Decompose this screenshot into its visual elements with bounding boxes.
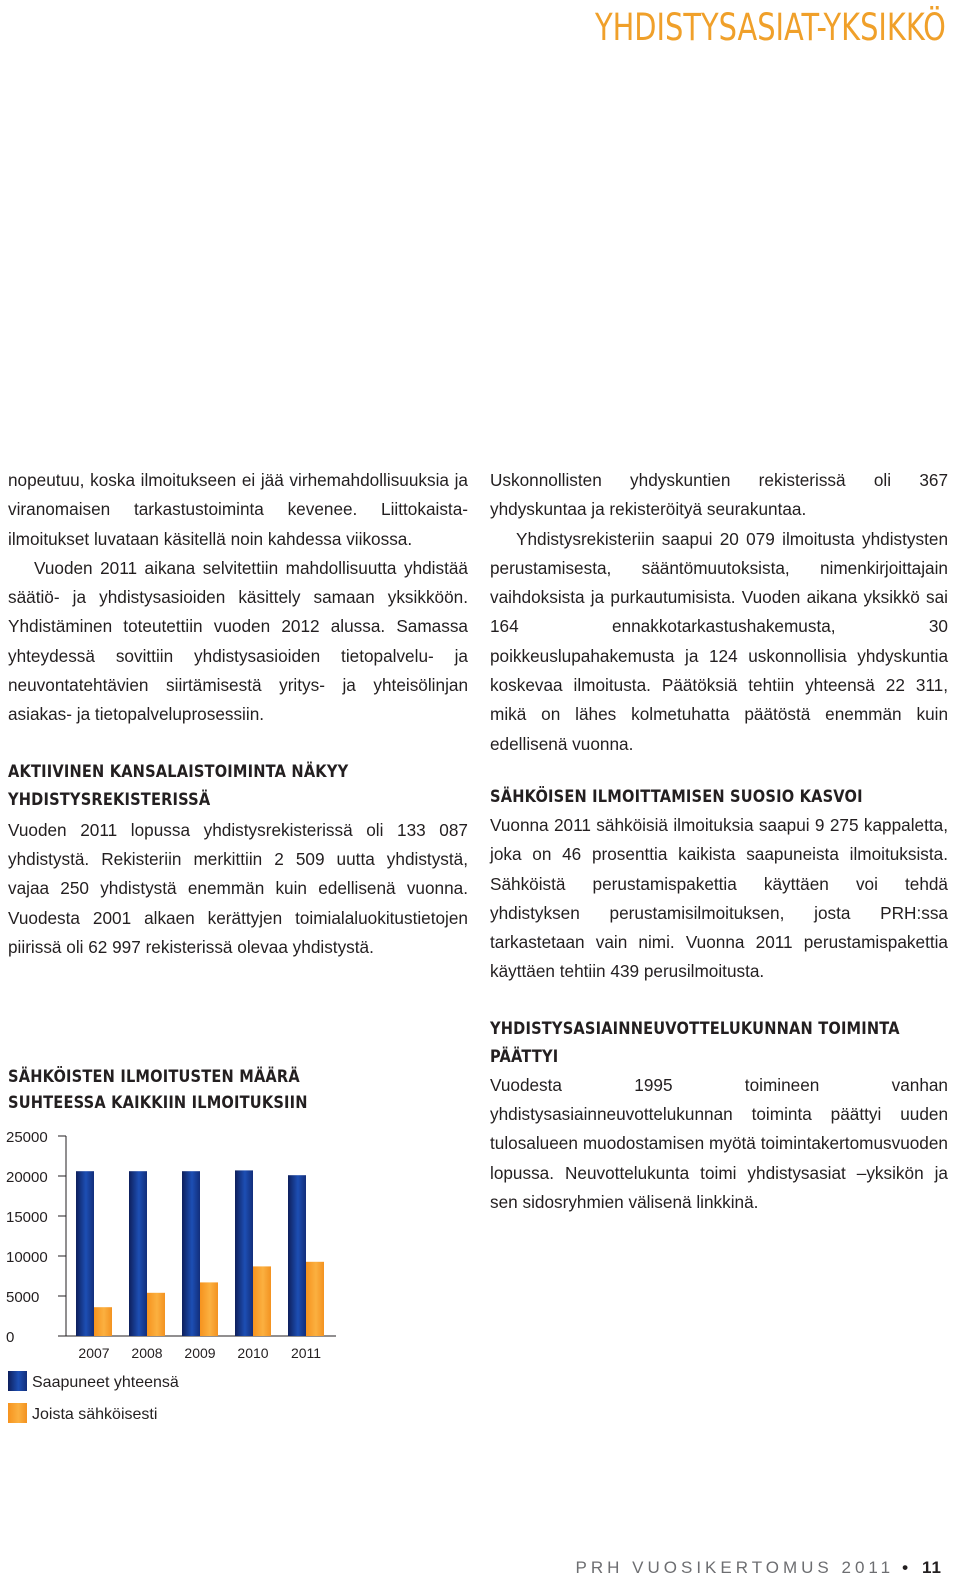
bar-saapuneet [129, 1171, 147, 1336]
page-footer [576, 1558, 942, 1578]
x-tick-label: 2007 [78, 1345, 110, 1361]
legend-swatch [8, 1403, 27, 1423]
y-tick-label: 0 [6, 1329, 15, 1346]
bar-sahkoisesti [200, 1282, 218, 1336]
section2-paragraph: Vuonna 2011 sähköisiä ilmoituksia saapui 9 275 kappaletta, joka on 46 prosenttia kaikista saapuneista ilmoituksista. Sähköistä perustamispakettia käyttäen voi tehdä yhdistyksen perustamisilmoituksen, josta PRH:ssa tarkastetaan vain nimi. Vuonna 2011 perustamispakettia käyttäen tehtiin 439 perusilmoitusta. [490, 814, 948, 982]
bar-saapuneet [288, 1175, 306, 1336]
y-tick-label: 15000 [6, 1209, 48, 1226]
x-tick-label: 2008 [131, 1345, 163, 1361]
y-tick-label: 20000 [6, 1169, 48, 1186]
section1-paragraph: Vuoden 2011 lopussa yhdistysrekisterissä oli 133 087 yhdistystä. Rekisteriin merkittiin 2 509 uutta yhdistystä, vajaa 250 yhdistystä enemmän kuin edellisenä vuonna. Vuodesta 2001 alkaen kerättyjen toimialaluokitustietojen piirissä oli 62 997 rekisterissä olevaa yhdistystä. [8, 819, 468, 957]
section-heading-aktiivinen: AKTIIVINEN KANSALAISTOIMINTA NÄKYY YHDISTYSREKISTERISSÄ [8, 761, 349, 810]
bar-saapuneet [182, 1171, 200, 1336]
left-intro-paragraph-1: nopeutuu, koska ilmoitukseen ei jää virhemahdollisuuksia ja viranomaisen tarkastustoiminta kevenee. Liittokaista- ilmoitukset luvataan käsitellä noin kahdessa viikossa. [8, 470, 468, 549]
bar-sahkoisesti [253, 1266, 271, 1336]
right-intro-paragraph-2: Yhdistysrekisteriin saapui 20 079 ilmoitusta yhdistysten perustamisesta, sääntömuutoksista, nimenkirjoittajain vaihdoksista ja purkautumisista. Vuoden aikana yksikkö sai 164 ennakkotarkastushakemusta, 30 poikkeuslupahakemusta ja 124 uskonnollisia yhdyskuntia koskevaa ilmoitusta. Päätöksiä tehtiin yhteensä 22 311, mikä on lähes kolmetuhatta päätöstä enemmän kuin edellisenä vuonna. [490, 528, 948, 754]
bar-sahkoisesti [147, 1293, 165, 1336]
x-tick-label: 2011 [290, 1345, 322, 1361]
section-heading-sahkoisen: SÄHKÖISEN ILMOITTAMISEN SUOSIO KASVOI [490, 786, 863, 807]
x-tick-label: 2009 [184, 1345, 216, 1361]
x-tick-label: 2010 [237, 1345, 269, 1361]
bar-saapuneet [76, 1171, 94, 1336]
legend-label: Saapuneet yhteensä [32, 1374, 179, 1391]
left-intro-paragraph-2: Vuoden 2011 aikana selvitettiin mahdollisuutta yhdistää säätiö- ja yhdistysasioiden käsittely samaan yksikköön. Yhdistäminen toteutettiin vuoden 2012 alussa. Samassa yhteydessä sovittiin yhdistysasioiden tietopalvelu- ja neuvontatehtävien siirtämisestä yritys- ja yhteisölinjan asiakas- ja tietopalveluprosessiin. [8, 557, 468, 725]
section3-paragraph: Vuodesta 1995 toimineen vanhan yhdistysasiainneuvottelukunnan toiminta päättyi uuden tulosalueen muodostamisen myötä toimintakertomusvuoden lopussa. Neuvottelukunta toimi yhdistysasiat –yksikön ja sen sidosryhmien välisenä linkkinä. [490, 1074, 948, 1212]
left-column [8, 466, 468, 962]
footer-report-title: PRH VUOSIKERTOMUS 2011 [575, 1558, 895, 1577]
right-intro-paragraph-1: Uskonnollisten yhdyskuntien rekisterissä oli 367 yhdyskuntaa ja rekisteröityä seurakuntaa. [490, 470, 948, 520]
page-header-title: YHDISTYSASIAT-YKSIKKÖ [595, 6, 946, 49]
y-tick-label: 25000 [6, 1129, 48, 1146]
bar-sahkoisesti [94, 1307, 112, 1336]
bar-saapuneet [235, 1170, 253, 1336]
y-tick-label: 5000 [6, 1289, 40, 1306]
y-tick-label: 10000 [6, 1249, 48, 1266]
page-number: 11 [922, 1558, 942, 1577]
legend-label: Joista sähköisesti [32, 1406, 158, 1423]
right-column [490, 466, 948, 1217]
chart-title: SÄHKÖISTEN ILMOITUSTEN MÄÄRÄ SUHTEESSA KAIKKIIN ILMOITUKSIIN [8, 1067, 308, 1113]
legend-swatch [8, 1371, 27, 1391]
footer-bullet: • [902, 1558, 909, 1577]
bar-sahkoisesti [306, 1262, 324, 1336]
bar-chart [0, 1120, 480, 1440]
section-heading-yhdistysasiainneuvottelukunnan: YHDISTYSASIAINNEUVOTTELUKUNNAN TOIMINTA PÄÄTTYI [490, 1018, 900, 1067]
